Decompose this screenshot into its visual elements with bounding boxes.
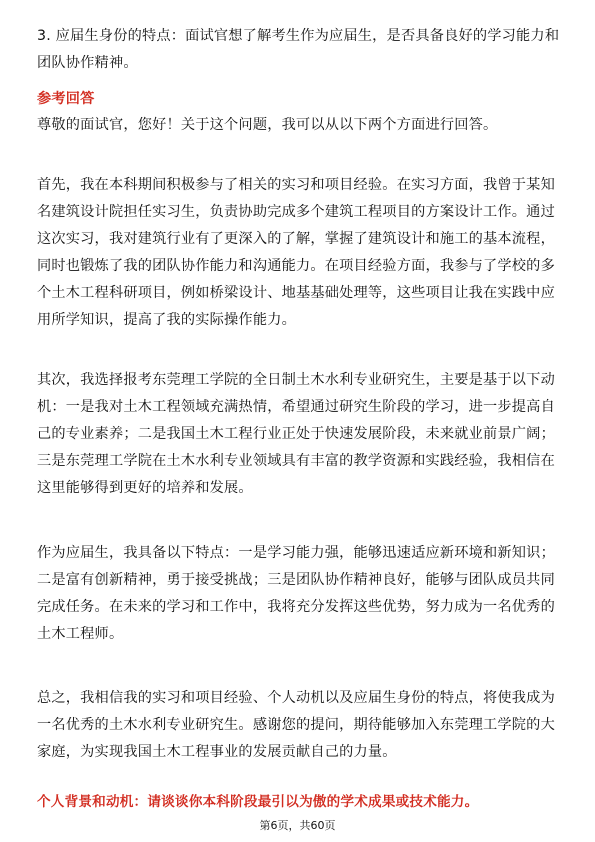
answer-paragraph-3 xyxy=(37,540,562,648)
answer-paragraph-1 xyxy=(37,172,562,334)
answer-paragraph-2 xyxy=(37,367,562,502)
paragraph-text: 总之，我相信我的实习和项目经验、个人动机以及应届生身份的特点，将使我成为一名优秀的土木水利专业研究生。感谢您的提问，期待能够加入东莞理工学院的大家庭，为实现我国土木工程事业的发展贡献自己的力量。 xyxy=(37,690,555,760)
next-question: 个人背景和动机：请谈谈你本科阶段最引以为傲的学术成果或技术能力。 xyxy=(37,794,479,810)
question-3: 3. 应届生身份的特点：面试官想了解考生作为应届生，是否具备良好的学习能力和团队协作精神。 xyxy=(37,28,560,71)
answer-intro: 尊敬的面试官，您好！关于这个问题，我可以从以下两个方面进行回答。 xyxy=(37,117,498,133)
paragraph-text: 作为应届生，我具备以下特点：一是学习能力强，能够迅速适应新环境和新知识；二是富有创新精神，勇于接受挑战；三是团队协作精神良好，能够与团队成员共同完成任务。在未来的学习和工作中，我将充分发挥这些优势，努力成为一名优秀的土木工程师。 xyxy=(37,545,555,642)
answer-heading: 参考回答 xyxy=(37,91,95,107)
page-number: 第6页，共60页 xyxy=(259,819,336,832)
paragraph-text: 首先，我在本科期间积极参与了相关的实习和项目经验。在实习方面，我曾于某知名建筑设计院担任实习生，负责协助完成多个建筑工程项目的方案设计工作。通过这次实习，我对建筑行业有了更深入的了解，掌握了建筑设计和施工的基本流程，同时也锻炼了我的团队协作能力和沟通能力。在项目经验方面，我参与了学校的多个土木工程科研项目，例如桥梁设计、地基基础处理等，这些项目让我在实践中应用所学知识，提高了我的实际操作能力。 xyxy=(37,177,555,328)
paragraph-text: 其次，我选择报考东莞理工学院的全日制土木水利专业研究生，主要是基于以下动机：一是我对土木工程领域充满热情，希望通过研究生阶段的学习，进一步提高自己的专业素养；二是我国土木工程行业正处于快速发展阶段，未来就业前景广阔；三是东莞理工学院在土木水利专业领域具有丰富的教学资源和实践经验，我相信在这里能够得到更好的培养和发展。 xyxy=(37,372,555,496)
answer-paragraph-4 xyxy=(37,685,562,766)
